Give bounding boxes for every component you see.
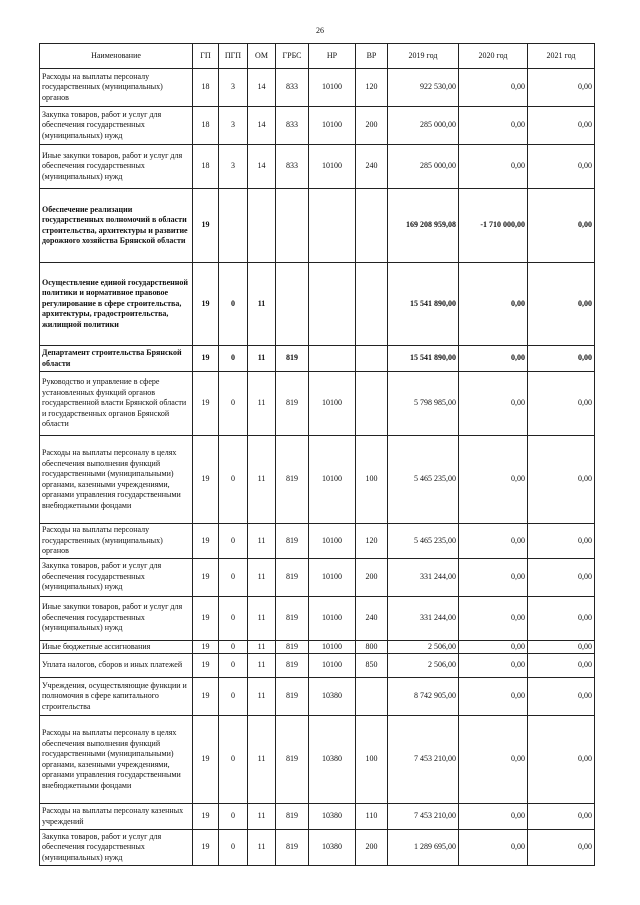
om-cell: 11 — [248, 830, 276, 866]
gp-cell: 19 — [193, 558, 219, 596]
name-cell: Учреждения, осуществляющие функции и полномочия в сфере капитального строительства — [40, 678, 193, 716]
year-2020-cell: 0,00 — [459, 145, 528, 189]
gp-cell: 19 — [193, 524, 219, 559]
year-2019-cell: 2 506,00 — [388, 654, 459, 678]
year-2019-cell: 2 506,00 — [388, 640, 459, 654]
year-2019-cell: 1 289 695,00 — [388, 830, 459, 866]
om-cell: 11 — [248, 372, 276, 436]
year-2021-cell: 0,00 — [528, 524, 595, 559]
gp-cell: 19 — [193, 189, 219, 263]
year-2021-cell: 0,00 — [528, 830, 595, 866]
year-2019-cell: 285 000,00 — [388, 107, 459, 145]
year-2020-cell: 0,00 — [459, 558, 528, 596]
grbs-cell: 819 — [276, 678, 309, 716]
year-2021-cell: 0,00 — [528, 346, 595, 372]
year-2020-cell: 0,00 — [459, 436, 528, 524]
header-gp: ГП — [193, 44, 219, 69]
grbs-cell: 819 — [276, 804, 309, 830]
year-2019-cell: 285 000,00 — [388, 145, 459, 189]
gp-cell: 19 — [193, 830, 219, 866]
pgp-cell: 0 — [219, 830, 248, 866]
vr-cell: 200 — [356, 830, 388, 866]
vr-cell: 200 — [356, 107, 388, 145]
name-cell: Расходы на выплаты персоналу в целях обеспечения выполнения функций государственными (муниципальными) органами, казенными учреждениями, органами управления государственными внебюджетными фондами — [40, 436, 193, 524]
table-row — [40, 654, 595, 678]
pgp-cell: 0 — [219, 524, 248, 559]
year-2020-cell: 0,00 — [459, 678, 528, 716]
year-2019-cell: 5 465 235,00 — [388, 524, 459, 559]
om-cell: 11 — [248, 436, 276, 524]
om-cell: 14 — [248, 107, 276, 145]
vr-cell — [356, 372, 388, 436]
om-cell: 11 — [248, 524, 276, 559]
header-name: Наименование — [40, 44, 193, 69]
year-2019-cell: 922 530,00 — [388, 69, 459, 107]
year-2019-cell: 331 244,00 — [388, 558, 459, 596]
grbs-cell: 833 — [276, 145, 309, 189]
vr-cell: 110 — [356, 804, 388, 830]
header-grbs: ГРБС — [276, 44, 309, 69]
name-cell: Уплата налогов, сборов и иных платежей — [40, 654, 193, 678]
vr-cell — [356, 678, 388, 716]
table-row — [40, 804, 595, 830]
om-cell: 11 — [248, 716, 276, 804]
year-2019-cell: 5 465 235,00 — [388, 436, 459, 524]
header-pgp: ПГП — [219, 44, 248, 69]
nr-cell: 10100 — [309, 640, 356, 654]
nr-cell: 10380 — [309, 678, 356, 716]
nr-cell: 10100 — [309, 596, 356, 640]
table-row — [40, 524, 595, 559]
table-row — [40, 107, 595, 145]
gp-cell: 19 — [193, 263, 219, 346]
name-cell: Департамент строительства Брянской области — [40, 346, 193, 372]
grbs-cell: 819 — [276, 346, 309, 372]
year-2020-cell: 0,00 — [459, 640, 528, 654]
header-2021: 2021 год — [528, 44, 595, 69]
pgp-cell: 0 — [219, 716, 248, 804]
pgp-cell: 3 — [219, 69, 248, 107]
year-2019-cell: 8 742 905,00 — [388, 678, 459, 716]
name-cell: Закупка товаров, работ и услуг для обеспечения государственных (муниципальных) нужд — [40, 830, 193, 866]
year-2021-cell: 0,00 — [528, 678, 595, 716]
name-cell: Осуществление единой государственной политики и нормативное правовое регулирование в сфере строительства, архитектуры, градостроительства, жилищной политики — [40, 263, 193, 346]
gp-cell: 19 — [193, 372, 219, 436]
vr-cell: 100 — [356, 716, 388, 804]
header-2019: 2019 год — [388, 44, 459, 69]
year-2020-cell: 0,00 — [459, 524, 528, 559]
year-2019-cell: 331 244,00 — [388, 596, 459, 640]
om-cell: 14 — [248, 145, 276, 189]
grbs-cell — [276, 189, 309, 263]
vr-cell: 120 — [356, 69, 388, 107]
pgp-cell: 0 — [219, 372, 248, 436]
year-2021-cell: 0,00 — [528, 189, 595, 263]
name-cell: Расходы на выплаты персоналу государственных (муниципальных) органов — [40, 69, 193, 107]
year-2019-cell: 15 541 890,00 — [388, 263, 459, 346]
year-2019-cell: 7 453 210,00 — [388, 716, 459, 804]
year-2020-cell: 0,00 — [459, 830, 528, 866]
header-om: ОМ — [248, 44, 276, 69]
page-number: 26 — [316, 26, 324, 35]
pgp-cell: 3 — [219, 107, 248, 145]
vr-cell — [356, 263, 388, 346]
nr-cell: 10100 — [309, 69, 356, 107]
grbs-cell: 819 — [276, 596, 309, 640]
name-cell: Расходы на выплаты персоналу государственных (муниципальных) органов — [40, 524, 193, 559]
gp-cell: 19 — [193, 596, 219, 640]
om-cell: 11 — [248, 654, 276, 678]
vr-cell: 240 — [356, 596, 388, 640]
om-cell — [248, 189, 276, 263]
vr-cell: 800 — [356, 640, 388, 654]
name-cell: Иные закупки товаров, работ и услуг для обеспечения государственных (муниципальных) нужд — [40, 145, 193, 189]
table-row — [40, 145, 595, 189]
year-2020-cell: 0,00 — [459, 263, 528, 346]
grbs-cell: 833 — [276, 69, 309, 107]
grbs-cell: 819 — [276, 436, 309, 524]
year-2021-cell: 0,00 — [528, 69, 595, 107]
gp-cell: 19 — [193, 640, 219, 654]
year-2020-cell: 0,00 — [459, 716, 528, 804]
nr-cell: 10100 — [309, 107, 356, 145]
grbs-cell — [276, 263, 309, 346]
table-row — [40, 640, 595, 654]
pgp-cell: 0 — [219, 640, 248, 654]
nr-cell: 10100 — [309, 558, 356, 596]
pgp-cell: 0 — [219, 654, 248, 678]
gp-cell: 19 — [193, 804, 219, 830]
year-2020-cell: 0,00 — [459, 654, 528, 678]
pgp-cell — [219, 189, 248, 263]
pgp-cell: 0 — [219, 678, 248, 716]
nr-cell: 10100 — [309, 524, 356, 559]
table-row — [40, 69, 595, 107]
header-vr: ВР — [356, 44, 388, 69]
gp-cell: 19 — [193, 716, 219, 804]
nr-cell — [309, 346, 356, 372]
table-row — [40, 346, 595, 372]
vr-cell: 240 — [356, 145, 388, 189]
gp-cell: 19 — [193, 654, 219, 678]
om-cell: 11 — [248, 640, 276, 654]
pgp-cell: 0 — [219, 346, 248, 372]
gp-cell: 19 — [193, 346, 219, 372]
budget-table — [39, 43, 595, 866]
nr-cell: 10380 — [309, 830, 356, 866]
year-2021-cell: 0,00 — [528, 716, 595, 804]
year-2021-cell: 0,00 — [528, 107, 595, 145]
name-cell: Руководство и управление в сфере установленных функций органов государственной власти Брянской области и государственных органов Брянской области — [40, 372, 193, 436]
nr-cell — [309, 263, 356, 346]
nr-cell: 10100 — [309, 145, 356, 189]
year-2019-cell: 169 208 959,08 — [388, 189, 459, 263]
year-2020-cell: -1 710 000,00 — [459, 189, 528, 263]
year-2019-cell: 7 453 210,00 — [388, 804, 459, 830]
pgp-cell: 0 — [219, 558, 248, 596]
table-row — [40, 558, 595, 596]
year-2021-cell: 0,00 — [528, 640, 595, 654]
name-cell: Закупка товаров, работ и услуг для обеспечения государственных (муниципальных) нужд — [40, 558, 193, 596]
nr-cell: 10380 — [309, 804, 356, 830]
year-2019-cell: 15 541 890,00 — [388, 346, 459, 372]
year-2021-cell: 0,00 — [528, 804, 595, 830]
pgp-cell: 0 — [219, 263, 248, 346]
table-body — [40, 69, 595, 866]
year-2020-cell: 0,00 — [459, 372, 528, 436]
gp-cell: 19 — [193, 436, 219, 524]
year-2020-cell: 0,00 — [459, 69, 528, 107]
header-nr: НР — [309, 44, 356, 69]
grbs-cell: 819 — [276, 524, 309, 559]
year-2021-cell: 0,00 — [528, 558, 595, 596]
year-2021-cell: 0,00 — [528, 263, 595, 346]
table-row — [40, 436, 595, 524]
table-header-row — [40, 44, 595, 69]
year-2021-cell: 0,00 — [528, 145, 595, 189]
name-cell: Расходы на выплаты персоналу казенных учреждений — [40, 804, 193, 830]
year-2019-cell: 5 798 985,00 — [388, 372, 459, 436]
grbs-cell: 833 — [276, 107, 309, 145]
nr-cell: 10100 — [309, 372, 356, 436]
grbs-cell: 819 — [276, 372, 309, 436]
grbs-cell: 819 — [276, 558, 309, 596]
vr-cell: 200 — [356, 558, 388, 596]
table-row — [40, 189, 595, 263]
gp-cell: 18 — [193, 107, 219, 145]
table-row — [40, 372, 595, 436]
nr-cell: 10100 — [309, 654, 356, 678]
om-cell: 11 — [248, 263, 276, 346]
table-row — [40, 716, 595, 804]
nr-cell: 10100 — [309, 436, 356, 524]
pgp-cell: 0 — [219, 596, 248, 640]
om-cell: 11 — [248, 804, 276, 830]
vr-cell: 850 — [356, 654, 388, 678]
gp-cell: 18 — [193, 69, 219, 107]
year-2021-cell: 0,00 — [528, 654, 595, 678]
om-cell: 11 — [248, 678, 276, 716]
table-row — [40, 596, 595, 640]
vr-cell — [356, 189, 388, 263]
year-2020-cell: 0,00 — [459, 346, 528, 372]
nr-cell — [309, 189, 356, 263]
pgp-cell: 0 — [219, 436, 248, 524]
header-2020: 2020 год — [459, 44, 528, 69]
grbs-cell: 819 — [276, 830, 309, 866]
year-2020-cell: 0,00 — [459, 596, 528, 640]
pgp-cell: 3 — [219, 145, 248, 189]
name-cell: Обеспечение реализации государственных полномочий в области строительства, архитектуры и развитие дорожного хозяйства Брянской области — [40, 189, 193, 263]
table-row — [40, 830, 595, 866]
grbs-cell: 819 — [276, 716, 309, 804]
nr-cell: 10380 — [309, 716, 356, 804]
grbs-cell: 819 — [276, 654, 309, 678]
year-2021-cell: 0,00 — [528, 436, 595, 524]
vr-cell: 120 — [356, 524, 388, 559]
om-cell: 11 — [248, 596, 276, 640]
pgp-cell: 0 — [219, 804, 248, 830]
year-2021-cell: 0,00 — [528, 596, 595, 640]
name-cell: Закупка товаров, работ и услуг для обеспечения государственных (муниципальных) нужд — [40, 107, 193, 145]
table-row — [40, 263, 595, 346]
name-cell: Иные бюджетные ассигнования — [40, 640, 193, 654]
table-row — [40, 678, 595, 716]
year-2020-cell: 0,00 — [459, 804, 528, 830]
om-cell: 11 — [248, 558, 276, 596]
gp-cell: 19 — [193, 678, 219, 716]
year-2021-cell: 0,00 — [528, 372, 595, 436]
year-2020-cell: 0,00 — [459, 107, 528, 145]
grbs-cell: 819 — [276, 640, 309, 654]
om-cell: 11 — [248, 346, 276, 372]
vr-cell: 100 — [356, 436, 388, 524]
om-cell: 14 — [248, 69, 276, 107]
vr-cell — [356, 346, 388, 372]
name-cell: Расходы на выплаты персоналу в целях обеспечения выполнения функций государственными (муниципальными) органами, казенными учреждениями, органами управления государственными внебюджетными фондами — [40, 716, 193, 804]
gp-cell: 18 — [193, 145, 219, 189]
name-cell: Иные закупки товаров, работ и услуг для обеспечения государственных (муниципальных) нужд — [40, 596, 193, 640]
